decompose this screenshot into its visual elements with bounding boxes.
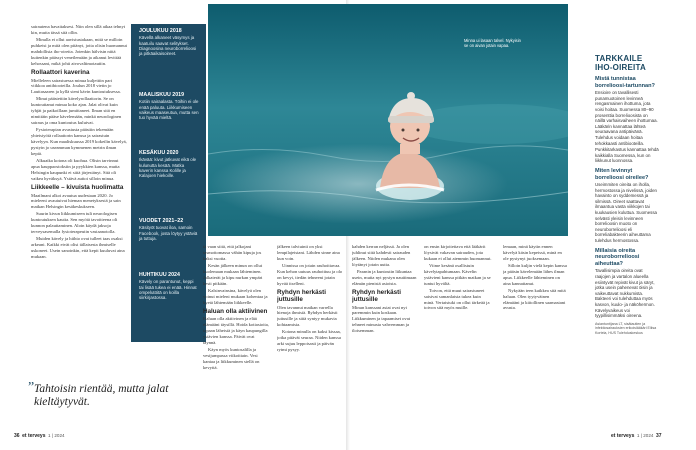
quote-mark-icon: ” — [28, 380, 35, 395]
sidebar-paragraph: Tavallisimpia oireita ovat raajojen ja vartalon alueella esiintyvät repivät kivut ja säryt, jotka usein pahenevat öisin ja vaikeuttavat nukkumista. Bakteeri voi tulehduttaa myös kasvon, kuulo- ja näköhermon. Kävelyvaikeus voi tyypillisimmäksi oireena. — [595, 268, 655, 319]
body-paragraph: Toivon, että muut sairastuneet saisivat samanlaista tukea kuin minä. Vertaistuki on ollut tärkeää ja toivon sitä myös muille. — [424, 287, 490, 311]
article-column — [352, 244, 418, 424]
body-paragraph: Viime kesänä osallistuin kävelytapahtumaan. Kävelin ystävieni kanssa pitkän matkan ja se tuntui hyvältä. — [424, 262, 491, 286]
body-paragraph: Paranin ja kuntoutin liikuntaa usein, mutta nyt pystyn nauttimaan elämän pienistä asioista. — [352, 268, 417, 286]
timeline-box — [131, 24, 206, 342]
body-paragraph: Muiden kävely ja hiihto ovat tulleet taas osaksi arkeani. Kaikki eivät olisi tällaisesta ihmiselle uskoneet. Usein sanoinkin, että kepit kuuluvat aina mukaan. — [31, 236, 125, 259]
article-column — [31, 24, 127, 384]
body-paragraph: lemaan, minä käytin ennen kävelyä käsin kepeissä, minä en ole pystynyt juoksemaan. — [503, 244, 562, 261]
info-sidebar — [595, 54, 659, 336]
timeline-date: MAALISKUU 2019 — [139, 92, 185, 98]
body-paragraph: Uinnissa on jotain rauhoittavaa. Kun kehon uutuus rauhoittuu ja olo on kevyt, tiedän tehneeni jotain hyvää itselleni. — [277, 262, 343, 286]
page-number: 37 — [656, 433, 662, 439]
body-paragraph: Käyn myös kuntosalilla ja vesijumpassa viikoittain. Vesi kantaa ja liikkuminen siellä on kevyttä. — [203, 347, 260, 370]
article-column — [203, 244, 269, 424]
body-paragraph: Kalsinvainsina, kävelyä olen voinut mieleni mukaan kohentaa ja kyetä lähtemään liikkeelle. — [203, 287, 268, 305]
body-paragraph: sairautena havaitaksesi. Niin olen sillä aikaa tehnyt kin, mutta tässä sitä ollin. — [31, 24, 126, 35]
body-paragraph: Fysioterapian avustusta päästiin tekemään yhteistyötä rollaattorin kanssa ja sairastuin kävelyyn. Kun maaliskuussa 2019 kokeilin kävelyä, pystyin jo useamman kymmenen metrin ilman kepiä. — [31, 127, 127, 156]
body-paragraph: Minun kanssani asiat ovat nyt paremmin kuin koskaan. Liikkuminen ja tapaamiset ovat tehneet minusta vahvemman ja iloisemman. — [352, 304, 411, 334]
sidebar-heading: Miten levinnyt borrelioosi oireilee? — [595, 167, 649, 181]
sidebar-sections — [595, 76, 659, 319]
section-heading: Haluan olla aktiivinen — [203, 307, 268, 315]
timeline-entry — [139, 272, 199, 301]
article-column — [424, 244, 492, 424]
section-heading: Ryhdyn herkästi juttusille — [352, 289, 401, 304]
photo-caption: Minna ui lasaan talvel. Nykyisin se on aivan jotain vapaa. — [464, 38, 521, 48]
section-heading: Rollaattori kaverina — [31, 69, 90, 77]
issue-number: 1 | 2024 — [636, 433, 654, 438]
photo-winter-swimmer — [208, 4, 568, 236]
timeline-text: Kävellä alkaneet väsymys ja kaatuilu saavat selitykset. Diagnoosina neuroborrelioosi ja pitkäaikaisoireet. — [139, 35, 197, 57]
issue-number: 1 | 2024 — [48, 433, 65, 438]
timeline-text: Käsityöt tuovat iloa, samoin Facebook, josta löytyy ystäviä ja tuttuja. — [139, 225, 198, 242]
timeline-text: Ikävää: kivut jatkuvat eikä ole kulunutta kesää. Matka kaverin kanssa Kolille ja Kalajoen hiekoille. — [139, 157, 197, 179]
body-paragraph: Silloin kuljin vielä kepin kanssa ja pääsin kävelemään lähes ilman apua. Liikkeelle lähteminen on aina kannattanut. — [503, 262, 567, 286]
pull-quote-text: Tahtoisin rientää, mutta jalat kieltäytyvät. — [34, 383, 169, 408]
timeline-entry — [139, 28, 199, 57]
timeline-entry — [139, 150, 199, 179]
folio-left — [14, 433, 65, 439]
magazine-title: et terveys — [611, 433, 635, 439]
body-paragraph: jälkeen talviuinti on yksi lempilajeistani. Lähden sinne aina kun voin. — [277, 244, 340, 261]
article-column — [503, 244, 567, 424]
sidebar-paragraph: Punkkitarkastus kannattaa tehdä kaikkialla Suomessa, kun on liikkunut luonnossa. — [595, 147, 659, 164]
timeline-entry — [139, 218, 199, 241]
folio-right — [611, 433, 662, 439]
article-column — [277, 244, 343, 424]
body-paragraph: on ensin kirjoitettava että lääkärit löysivät vakavan sairauden, jota kukaan ei ollut aiemmin huomannut. — [424, 244, 492, 261]
sidebar-heading: Millaisia oireita neuroborrelioosi aiheuttaa? — [595, 247, 640, 267]
body-paragraph: Kotona minulla on kaksi kissaa, jotka pitävät seuraa. Niiden kanssa arki sujuu leppoisasti ja päivän rytmi pysyy. — [277, 329, 341, 353]
body-paragraph: Kesän jälkeen minun on ollut kuolemaan mukaan lähteminen. Jalkaterät ja kipu nurkan ympäri kesti pitkään. — [203, 262, 263, 286]
timeline-date: HUHTIKUU 2024 — [139, 272, 180, 278]
body-paragraph: Alkuaika kotona oli kuohua. Olisin tarvinnut apua kauppaostoksiin ja pyykkien kanssa, mutta Helsingin kaupunki ei siitä järjestänyt. Sitä oli vaikea hyväksyä. Ystävä auttoi silloin minua. — [31, 157, 120, 181]
sidebar-paragraph: Ensioire on tavallisesti punamuotoinen levinneä rengasmainen ihottuma, jota voisi hoitaa. Suomessa 80–90 prosenttia borrelioosista on näillä varhaisvaiheen ihottumaa. Lääkärin kannattaa lähteä seuraavana antipäivänä. Tulehdus voidaan hoitaa tehokkaasti antibiooteilla. — [595, 90, 658, 146]
magazine-title: et terveys — [22, 433, 46, 439]
body-paragraph: Minut päästettiin kävelyrollaattorin. Se on kuntouttanut minua koko ajan. Jalat olivat kuin tyhjät ja paikoillaan jumittaneet. Ilman sitä en nimittäin pääse kävelemään, minkä neurologinen sairaus ja oma kuntoutus kuluivat. — [31, 96, 122, 126]
body-paragraph: Suurin kivun liikkumiseen tuli neurologisen kuntoutuksen kautta. Sen myötä tavoitteena oli kunnon palauttaminen. Aloin käydä jaksoja terveysasemalla fysioterapeutin vastaanotolla. — [31, 211, 118, 235]
section-heading: Ryhdyn herkästi juttusille — [277, 289, 326, 304]
body-paragraph: Maailmani alkoi avautua uudestaan 2020. Jo mieleeni avautuivat hieman menetyksestä ja sain matkan Helsingin kesäkeskukseen. — [31, 192, 121, 210]
sidebar-paragraph: Useimmiten oireita on iholla, hermostossa ja nivelissä, joiden havainto on syddemessä ja silmissä. Oireet saattavat ilmaantua vasta viikkojen tai kuukausien kuluttua. Suomessa selvästi yleisin levinneen borrelioosin muoto on neuroborrelioosi eli borreliabakteerin aiheuttama tulehdus hermostossa. — [595, 182, 657, 244]
body-paragraph: Minulla ei ollut aavistustakaan, mitä se milloin puhkeisi ja mitä olen pitänyt, jotta olisin huomannut mahdollisia iho-oireita. Jotenkin hälvisin niitä kuitenkin päässyt veneilemään ja aikanut levittää kehossani, mikä johti aivovaltimotautiin. — [31, 37, 127, 66]
body-paragraph: Nykyään teen kaikkea sitä mitä haluan. Olen tyytyväinen elämääni ja kiitollinen saamastani avusta. — [503, 287, 566, 311]
body-paragraph: Mielleleen sairastuessa minua kuljettiin pari viikkoa antibiooteilla. Joulun 2018 vietin jo Lauttasaaren ja kyllä sieni kävin kuntoutuksessa. — [31, 77, 121, 95]
timeline-date: VUODET 2021–22 — [139, 218, 184, 224]
sidebar-heading: Mistä tunnistaa borrelioosi-tartunnan? — [595, 76, 655, 89]
sidebar-title: TARKKAILE IHO-OIREITA — [595, 54, 646, 72]
page-number: 36 — [14, 433, 20, 439]
timeline-text: Kotiin sairaalasta. Töihin ei ole enää paluuta. Liikkumiseen vaikeus maaseutua, mutta sen tuo hyvää mieltä. — [139, 99, 199, 121]
timeline-date: JOULUKUU 2018 — [139, 28, 182, 34]
body-paragraph: Haluan olla aktiivinen ja elää elämääni täysillä. Hoida kotiasioita, tapaan läheisiä ja käyn kaupungilla ystävien kanssa. Päivät ovat täynnä. — [203, 316, 269, 346]
section-heading: Liikkeelle – kivuista huolimatta — [31, 184, 124, 191]
body-paragraph: Olen tavannut matkan varrella hienoja ihmisiä. Ryhdyn herkästi juttusille ja siitä syntyy mukavia kohtaamisia. — [277, 304, 338, 328]
sidebar-credit: Asiantuntijana LT, sisätautien ja infektiosairauksien erikoislääkäri Eliisa Kortela, HUS Tulehduskeskus — [595, 321, 657, 335]
timeline-date: KESÄKUU 2020 — [139, 150, 179, 156]
timeline-entry — [139, 92, 199, 121]
timeline-text: Kävely on parantunut, keppi tai lisää tukea ei enää. Hinnat ompelutöitä on koilla siirkirjastossa. — [139, 279, 197, 301]
body-paragraph: kahden kerran neljässä. Ja olen juhlinut siitä kahdesti sairauden jälkeen. Niiden mukana olen löytänyt jotain uutta. — [352, 244, 411, 267]
body-paragraph: tä vaan siitä, että jalkojani tasmottomassa vähän kipuja jos kaksi vuotta. — [203, 244, 262, 261]
